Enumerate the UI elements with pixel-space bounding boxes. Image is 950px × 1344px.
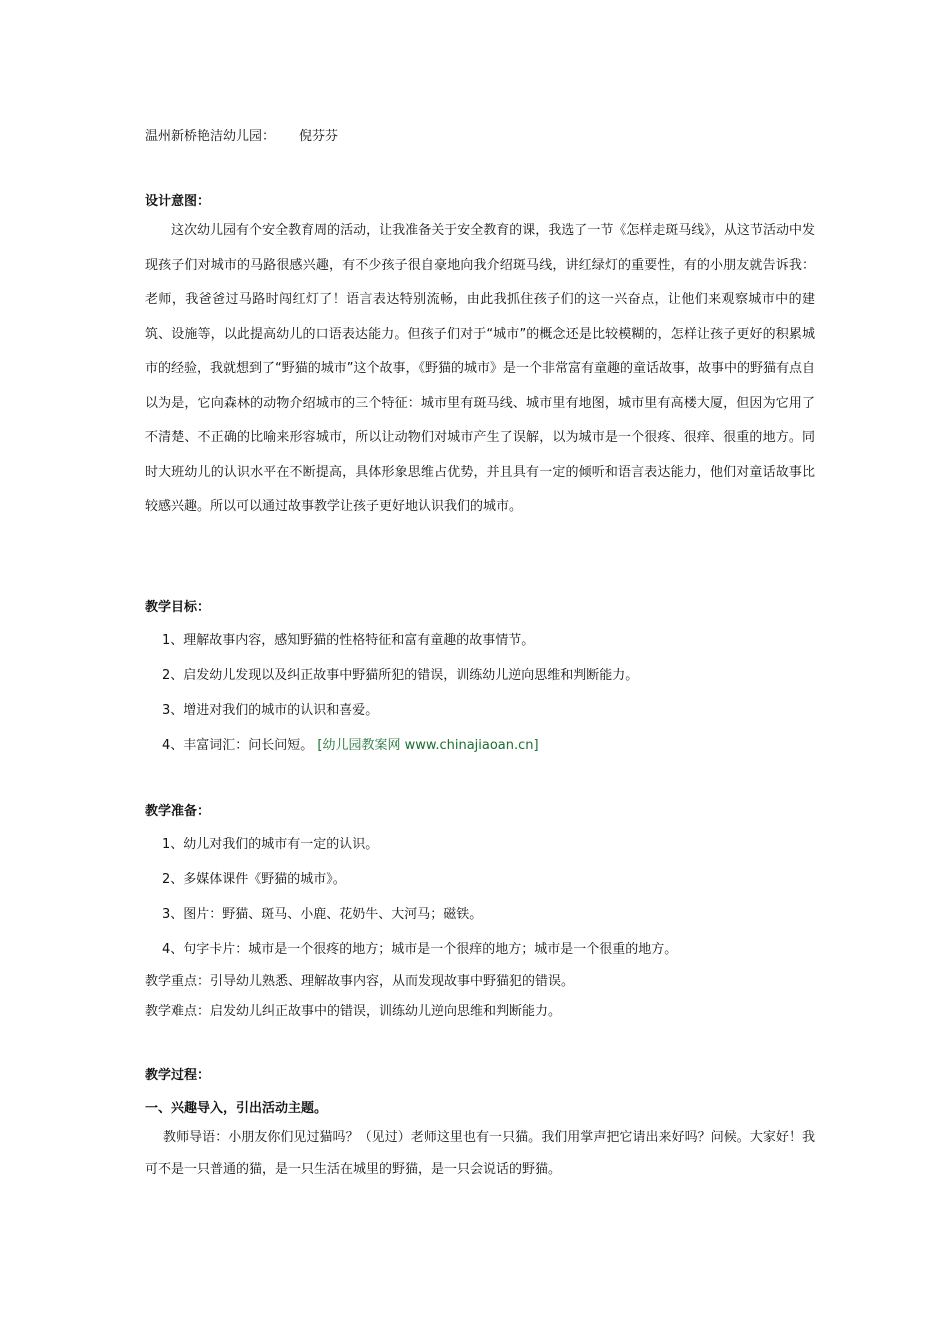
design-paragraph <box>145 214 815 525</box>
prep-item: 4、句字卡片：城市是一个很疼的地方；城市是一个很痒的地方；城市是一个很重的地方。 <box>162 942 678 957</box>
source-link[interactable]: [幼儿园教案网 www.chinajiaoan.cn] <box>317 738 539 753</box>
author-name: 倪芬芬 <box>299 129 339 144</box>
school-name: 温州新桥艳洁幼儿园： <box>145 129 276 144</box>
goal-item-4 <box>162 737 539 755</box>
goal-item: 3、增进对我们的城市的认识和喜爱。 <box>162 703 379 718</box>
goal-item: 1、理解故事内容，感知野猫的性格特征和富有童趣的故事情节。 <box>162 633 535 648</box>
header-line <box>145 128 338 146</box>
prep-item: 2、多媒体课件《野猫的城市》。 <box>162 872 346 887</box>
goal-item: 2、启发幼儿发现以及纠正故事中野猫所犯的错误，训练幼儿逆向思维和判断能力。 <box>162 668 639 683</box>
prep-item: 1、幼儿对我们的城市有一定的认识。 <box>162 837 379 852</box>
prep-item: 3、图片：野猫、斑马、小鹿、花奶牛、大河马；磁铁。 <box>162 907 483 922</box>
process-paragraph-text: 教师导语：小朋友你们见过猫吗？（见过）老师这里也有一只猫。我们用掌声把它请出来好吗？问候。大家好！我可不是一只普通的猫，是一只生活在城里的野猫，是一只会说话的野猫。 <box>145 1130 815 1177</box>
design-heading: 设计意图： <box>145 194 211 209</box>
prep-heading: 教学准备： <box>145 804 211 819</box>
process-section-1: 一、兴趣导入，引出活动主题。 <box>145 1101 328 1116</box>
difficulty: 教学难点：启发幼儿纠正故事中的错误，训练幼儿逆向思维和判断能力。 <box>145 1004 562 1019</box>
goal-item-text: 4、丰富词汇：问长问短。 <box>162 738 314 753</box>
goals-heading: 教学目标： <box>145 600 211 615</box>
process-heading: 教学过程： <box>145 1068 211 1083</box>
design-paragraph-text: 这次幼儿园有个安全教育周的活动，让我准备关于安全教育的课，我选了一节《怎样走斑马线》，从这节活动中发现孩子们对城市的马路很感兴趣，有不少孩子很自豪地向我介绍斑马线，讲红绿灯的重要性，有的小朋友就告诉我：老师，我爸爸过马路时闯红灯了！语言表达特别流畅，由此我抓住孩子们的这一兴奋点，让他们来观察城市中的建筑、设施等，以此提高幼儿的口语表达能力。但孩子们对于“城市”的概念还是比较模糊的，怎样让孩子更好的积累城市的经验，我就想到了“野猫的城市”这个故事，《野猫的城市》是一个非常富有童趣的童话故事，故事中的野猫有点自以为是，它向森林的动物介绍城市的三个特征：城市里有斑马线、城市里有地图，城市里有高楼大厦，但因为它用了不清楚、不正确的比喻来形容城市，所以让动物们对城市产生了误解，以为城市是一个很疼、很痒、很重的地方。同时大班幼儿的认识水平在不断提高，具体形象思维占优势，并且具有一定的倾听和语言表达能力，他们对童话故事比较感兴趣。所以可以通过故事教学让孩子更好地认识我们的城市。 <box>145 223 815 514</box>
process-paragraph <box>145 1122 815 1186</box>
key-point: 教学重点：引导幼儿熟悉、理解故事内容，从而发现故事中野猫犯的错误。 <box>145 974 575 989</box>
